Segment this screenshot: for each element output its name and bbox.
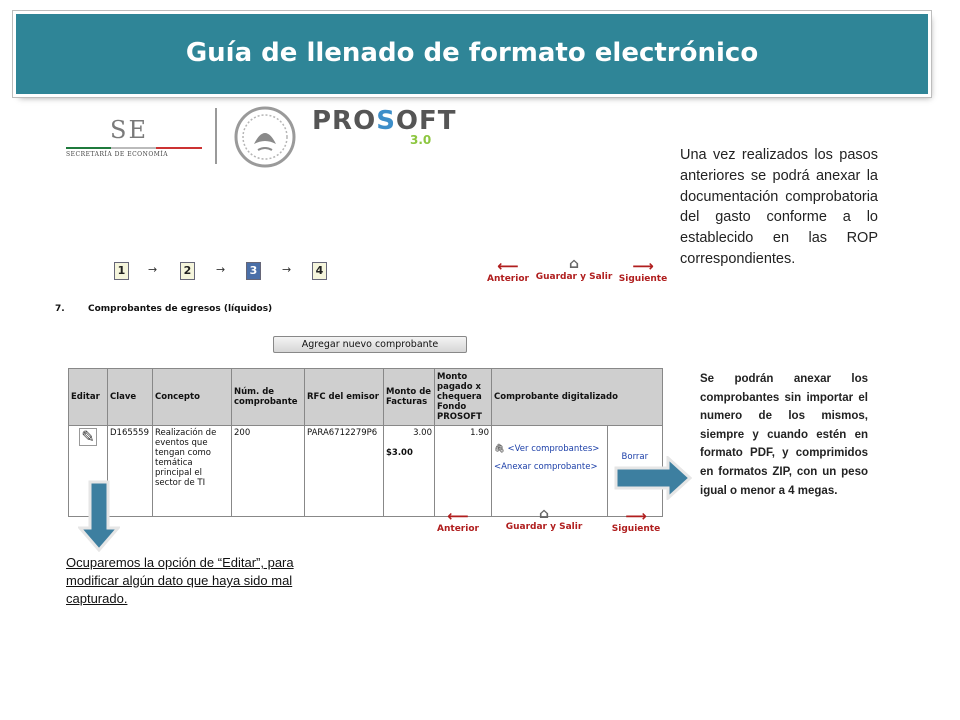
col-header-comprobante: Comprobante digitalizado [492,369,663,426]
step-3-button[interactable]: 3 [246,262,261,280]
prev-button-bottom[interactable] [434,508,482,534]
arrow-left-icon: ⟵ [497,257,519,275]
prev-label: Anterior [437,524,479,534]
step-1-button[interactable]: 1 [114,262,129,280]
section-title: Comprobantes de egresos (líquidos) [88,304,273,314]
col-header-clave: Clave [108,369,153,426]
se-logo [66,116,202,164]
mexico-seal-icon [234,106,296,168]
logo-divider [215,108,217,164]
se-logo-text: SE [110,116,148,144]
arrow-right-icon: ⟶ [625,507,647,525]
comprobante-links-cell [492,426,608,517]
explanation-middle-right: Se podrán anexar los comprobantes sin importar el numero de los mismos, siempre y cuando estén en formato PDF, y comprimidos en formatos ZIP, con un peso igual o menor a 4 megas. [700,373,868,497]
table-row [69,426,663,517]
paperclip-icon: 🖇 [494,444,505,454]
title-banner [16,14,928,94]
prosoft-logo [312,106,457,150]
col-header-monto-pagado: Monto pagado x chequera Fondo PROSOFT [435,369,492,426]
next-button-top[interactable] [618,258,668,284]
step-2-button[interactable]: 2 [180,262,195,280]
slide-title: Guía de llenado de formato electrónico [185,38,759,68]
rfc-cell: PARA6712279P6 [305,426,384,517]
prev-label: Anterior [487,274,529,284]
edit-pencil-icon[interactable]: ✎ [79,428,97,446]
next-label: Siguiente [618,274,668,284]
col-header-num: Núm. de comprobante [232,369,305,426]
save-label: Guardar y Salir [505,522,583,532]
table-header-row [69,369,663,426]
save-house-icon: ⌂ [538,506,550,522]
explanation-top-right: Una vez realizados los pasos anteriores se podrá anexar la documentación comprobatoria del gasto conforme a lo establecido en las ROP correspondientes. [680,147,878,267]
next-button-bottom[interactable] [610,508,662,534]
prosoft-logo-version: 3.0 [410,133,432,147]
arrow-left-icon: ⟵ [447,507,469,525]
save-exit-button-top[interactable] [534,256,614,282]
concepto-cell: Realización de eventos que tengan como temática principal el sector de TI [153,426,232,517]
col-header-editar: Editar [69,369,108,426]
next-label: Siguiente [611,524,661,534]
col-header-concepto: Concepto [153,369,232,426]
save-label: Guardar y Salir [535,272,613,282]
ver-comprobantes-link[interactable]: <Ver comprobantes> [507,444,600,454]
callout-down-arrow-icon [78,480,120,552]
monto-total-value: $3.00 [386,448,413,458]
borrar-link[interactable]: Borrar [621,452,649,462]
col-header-rfc: RFC del emisor [305,369,384,426]
se-logo-subtitle: SECRETARÍA DE ECONOMÍA [66,151,169,158]
prosoft-logo-text: PROSOFT [312,106,457,136]
monto-facturas-value: 3.00 [413,428,432,438]
step-arrow-icon: → [216,263,226,276]
add-receipt-button[interactable]: Agregar nuevo comprobante [273,336,467,353]
prev-button-top[interactable] [484,258,532,284]
step-arrow-icon: → [148,263,158,276]
monto-pagado-cell: 1.90 [435,426,492,517]
col-header-monto-facturas: Monto de Facturas [384,369,435,426]
arrow-right-icon: ⟶ [632,257,654,275]
save-house-icon: ⌂ [568,256,580,272]
se-logo-stripe [66,147,202,149]
step-4-button[interactable]: 4 [312,262,327,280]
anexar-comprobante-link[interactable]: <Anexar comprobante> [494,462,598,472]
clave-cell: D165559 [108,426,153,517]
receipts-table [68,368,663,517]
num-cell: 200 [232,426,305,517]
explanation-bottom-left: Ocuparemos la opción de “Editar”, para modificar algún dato que haya sido mal capturado. [66,555,294,606]
save-exit-button-bottom[interactable] [504,506,584,532]
step-arrow-icon: → [282,263,292,276]
callout-right-arrow-icon [614,456,692,500]
monto-facturas-cell [384,426,435,517]
section-number: 7. [55,304,65,314]
